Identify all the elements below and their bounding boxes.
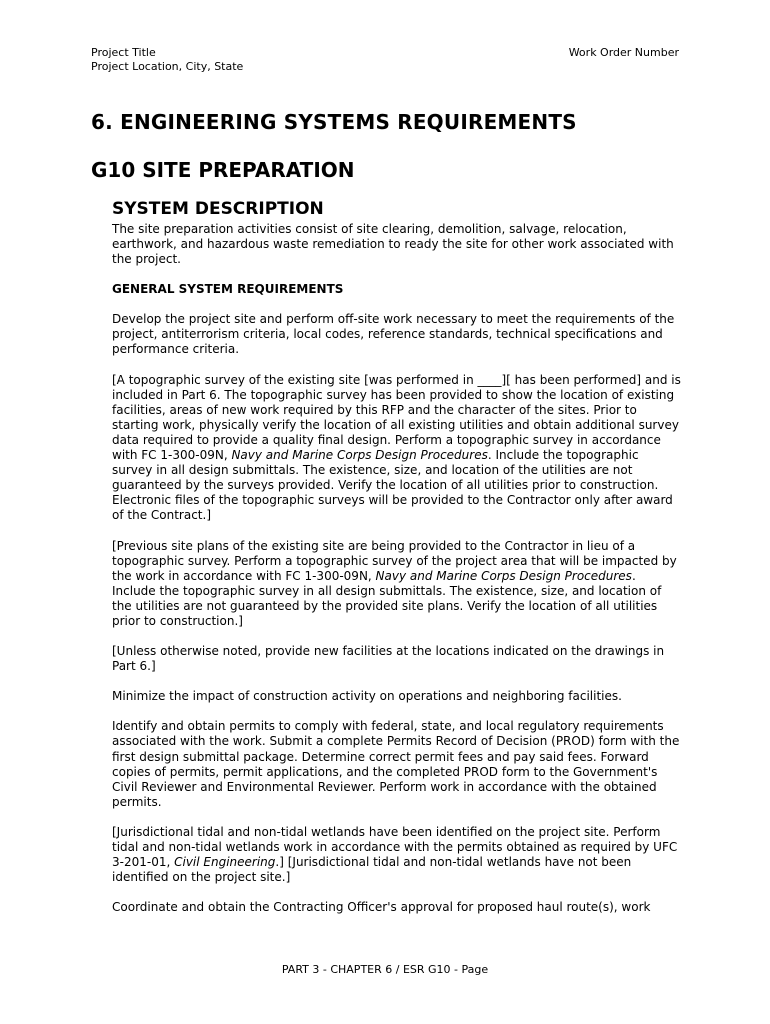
subsection-title: G10 SITE PREPARATION bbox=[91, 158, 355, 182]
paragraph-topographic-survey bbox=[112, 373, 682, 524]
paragraph-permits: Identify and obtain permits to comply with federal, state, and local regulatory requirements associated with the work. Submit a complete Permits Record of Decision (PROD) form with the first design submittal package. Determine correct permit fees and pay said fees. Forward copies of permits, permit applications, and the completed PROD form to the Government's Civil Reviewer and Environmental Reviewer. Perform work in accordance with the obtained permits. bbox=[112, 719, 680, 809]
paragraph-minimize-impact: Minimize the impact of construction activity on operations and neighboring facilities. bbox=[112, 689, 622, 704]
text-run: .] [Jurisdictional tidal and non-tidal wetlands have not been identified on the project site.] bbox=[112, 855, 632, 885]
work-order-number: Work Order Number bbox=[568, 46, 679, 59]
paragraph-haul-routes: Coordinate and obtain the Contracting Officer's approval for proposed haul route(s), work bbox=[112, 900, 651, 915]
section-title: 6. ENGINEERING SYSTEMS REQUIREMENTS bbox=[91, 110, 577, 134]
system-description-text: The site preparation activities consist of site clearing, demolition, salvage, relocation, earthwork, and hazardous waste remediation to ready the site for other work associated with the project. bbox=[112, 222, 674, 267]
paragraph-wetlands bbox=[112, 825, 682, 885]
project-location: Project Location, City, State bbox=[91, 60, 244, 73]
paragraph-previous-site-plans bbox=[112, 539, 682, 630]
text-run: . Include the topographic survey in all design submittals. The existence, size, and location of the utilities are not guaranteed by the provided site plans. Verify the location of all utilities prior to construction.] bbox=[112, 568, 662, 628]
text-run: . Include the topographic survey in all design submittals. The existence, size, and location of the utilities are not guaranteed by the surveys provided. Verify the location of all utilities prior to construction. Electronic files of the topographic surveys will be provided to the Contractor only after award of the Contract.] bbox=[112, 448, 673, 523]
italic-reference: Navy and Marine Corps Design Procedures bbox=[375, 568, 632, 583]
paragraph-develop-site: Develop the project site and perform off-site work necessary to meet the requirements of the project, antiterrorism criteria, local codes, reference standards, technical specifications and performance criteria. bbox=[112, 312, 675, 357]
page-footer: PART 3 - CHAPTER 6 / ESR G10 - Page bbox=[281, 963, 489, 976]
paragraph-new-facilities: [Unless otherwise noted, provide new facilities at the locations indicated on the drawings in Part 6.] bbox=[112, 644, 665, 674]
system-description-heading: SYSTEM DESCRIPTION bbox=[112, 199, 324, 219]
text-run: [Previous site plans of the existing site are being provided to the Contractor in lieu of a topographic survey. Perform a topographic survey of the project area that will be impacted by the work in accordance with FC 1-300-09N, bbox=[112, 538, 677, 583]
italic-reference: Navy and Marine Corps Design Procedures bbox=[231, 448, 488, 463]
general-requirements-heading: GENERAL SYSTEM REQUIREMENTS bbox=[112, 282, 344, 297]
text-run: [A topographic survey of the existing site [was performed in ____][ has been performed] and is included in Part 6. The topographic survey has been provided to show the location of existing facilities, areas of new work required by this RFP and the character of the sites. Prior to starting work, physically verify the location of all existing utilities and obtain additional survey data required to provide a quality final design. Perform a topographic survey in accordance with FC 1-300-09N, bbox=[112, 372, 681, 463]
project-title: Project Title bbox=[91, 46, 156, 59]
text-run: [Jurisdictional tidal and non-tidal wetlands have been identified on the project site. Perform tidal and non-tidal wetlands work in accordance with the permits obtained as required by UFC 3-201-01, bbox=[112, 824, 678, 870]
header-left bbox=[91, 46, 243, 74]
document-body bbox=[112, 198, 682, 930]
italic-reference: Civil Engineering bbox=[174, 855, 276, 870]
